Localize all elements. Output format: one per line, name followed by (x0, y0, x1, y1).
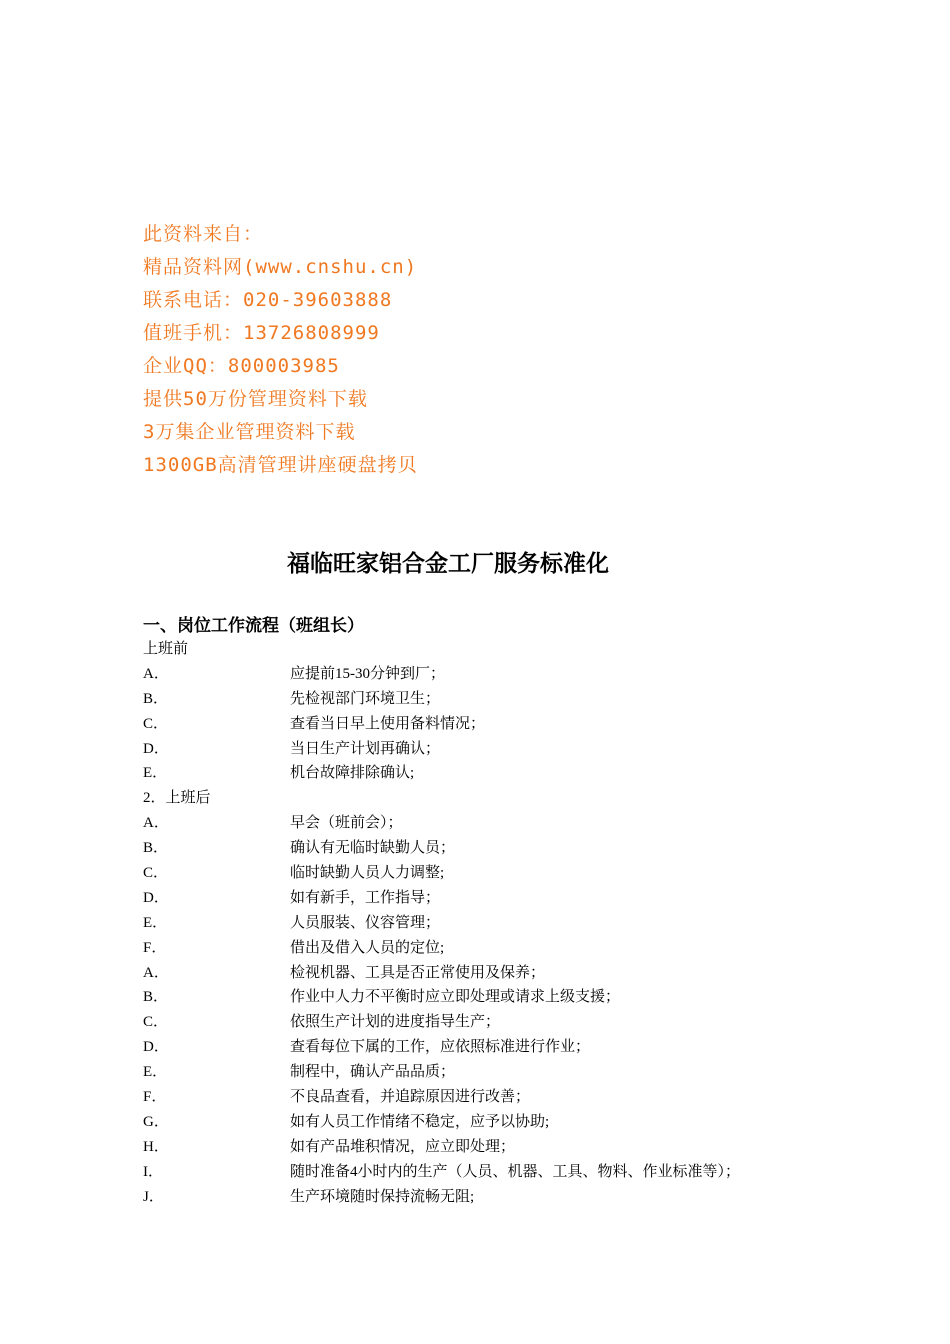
list-item (143, 1185, 843, 1210)
item-label: E． (143, 765, 168, 782)
list-item (143, 886, 843, 911)
item-label: C． (143, 1014, 169, 1031)
item-label: B． (143, 690, 169, 707)
list-item (143, 1010, 843, 1035)
item-text: 人员服装、仪容管理； (290, 914, 441, 931)
list-item (143, 985, 843, 1010)
promo-offer-line: 提供50万份管理资料下载 (143, 388, 368, 410)
promo-block (143, 218, 418, 482)
list-item (143, 836, 843, 861)
item-text: 如有人员工作情绪不稳定，应予以协助; (290, 1113, 550, 1130)
item-label: A． (143, 964, 169, 981)
item-label: A． (143, 665, 169, 682)
list-item (143, 936, 843, 961)
subheading-label: 上班前 (143, 641, 189, 657)
item-label: E． (143, 914, 168, 931)
item-text: 作业中人力不平衡时应立即处理或请求上级支援； (290, 989, 621, 1006)
item-label: C． (143, 865, 169, 882)
promo-mobile-line: 值班手机：13726808999 (143, 322, 380, 344)
item-label: F． (143, 1089, 167, 1106)
item-label: B． (143, 989, 169, 1006)
list-item (143, 861, 843, 886)
item-label: F． (143, 939, 167, 956)
list-item (143, 1060, 843, 1085)
item-text: 制程中，确认产品品质； (290, 1064, 456, 1081)
item-text: 如有新手，工作指导； (290, 889, 441, 906)
item-text: 随时准备4小时内的生产（人员、机器、工具、物料、作业标准等）； (290, 1163, 741, 1180)
item-text: 依照生产计划的进度指导生产； (290, 1014, 501, 1031)
item-label: B． (143, 840, 169, 857)
list-item (143, 1135, 843, 1160)
list-item (143, 737, 843, 762)
item-text: 临时缺勤人员人力调整; (290, 865, 445, 882)
item-text: 早会（班前会）； (290, 815, 403, 832)
item-text: 当日生产计划再确认； (290, 740, 441, 757)
list-item (143, 712, 843, 737)
item-label: A． (143, 815, 169, 832)
item-label: D． (143, 740, 169, 757)
item-label: I． (143, 1163, 163, 1180)
item-label: D． (143, 1039, 169, 1056)
promo-offer-line: 3万集企业管理资料下载 (143, 421, 356, 443)
item-text: 借出及借入人员的定位; (290, 939, 445, 956)
item-text: 生产环境随时保持流畅无阻; (290, 1188, 475, 1205)
item-text: 应提前15-30分钟到厂； (290, 665, 445, 682)
subheading-label: 2．上班后 (143, 790, 211, 807)
list-item (143, 811, 843, 836)
item-text: 检视机器、工具是否正常使用及保养； (290, 964, 546, 981)
promo-phone-line: 联系电话：020-39603888 (143, 289, 393, 311)
promo-offer-line: 1300GB高清管理讲座硬盘拷贝 (143, 454, 418, 476)
promo-source-line: 此资料来自： (143, 223, 264, 245)
subheading-row (143, 637, 843, 662)
list-item (143, 961, 843, 986)
list-item (143, 911, 843, 936)
item-label: C． (143, 715, 169, 732)
item-text: 确认有无临时缺勤人员； (290, 840, 456, 857)
item-text: 先检视部门环境卫生； (290, 690, 441, 707)
list-item (143, 1110, 843, 1135)
item-label: J． (143, 1188, 164, 1205)
list-item (143, 761, 843, 786)
list-item (143, 1160, 843, 1185)
item-text: 查看每位下属的工作，应依照标准进行作业； (290, 1039, 591, 1056)
subheading-row (143, 786, 843, 811)
item-text: 不良品查看，并追踪原因进行改善； (290, 1089, 531, 1106)
item-label: G． (143, 1113, 169, 1130)
list-item (143, 1035, 843, 1060)
list-item (143, 687, 843, 712)
procedure-list (143, 637, 843, 1209)
list-item (143, 662, 843, 687)
item-text: 查看当日早上使用备料情况； (290, 715, 486, 732)
list-item (143, 1085, 843, 1110)
promo-website-line: 精品资料网(www.cnshu.cn) (143, 256, 418, 278)
item-text: 机台故障排除确认; (290, 765, 415, 782)
item-label: H． (143, 1138, 169, 1155)
item-label: D． (143, 889, 169, 906)
section-heading: 一、岗位工作流程（班组长） (143, 616, 364, 636)
promo-qq-line: 企业QQ：800003985 (143, 355, 340, 377)
item-label: E． (143, 1064, 168, 1081)
item-text: 如有产品堆积情况，应立即处理； (290, 1138, 516, 1155)
document-title: 福临旺家铝合金工厂服务标准化 (287, 550, 609, 577)
